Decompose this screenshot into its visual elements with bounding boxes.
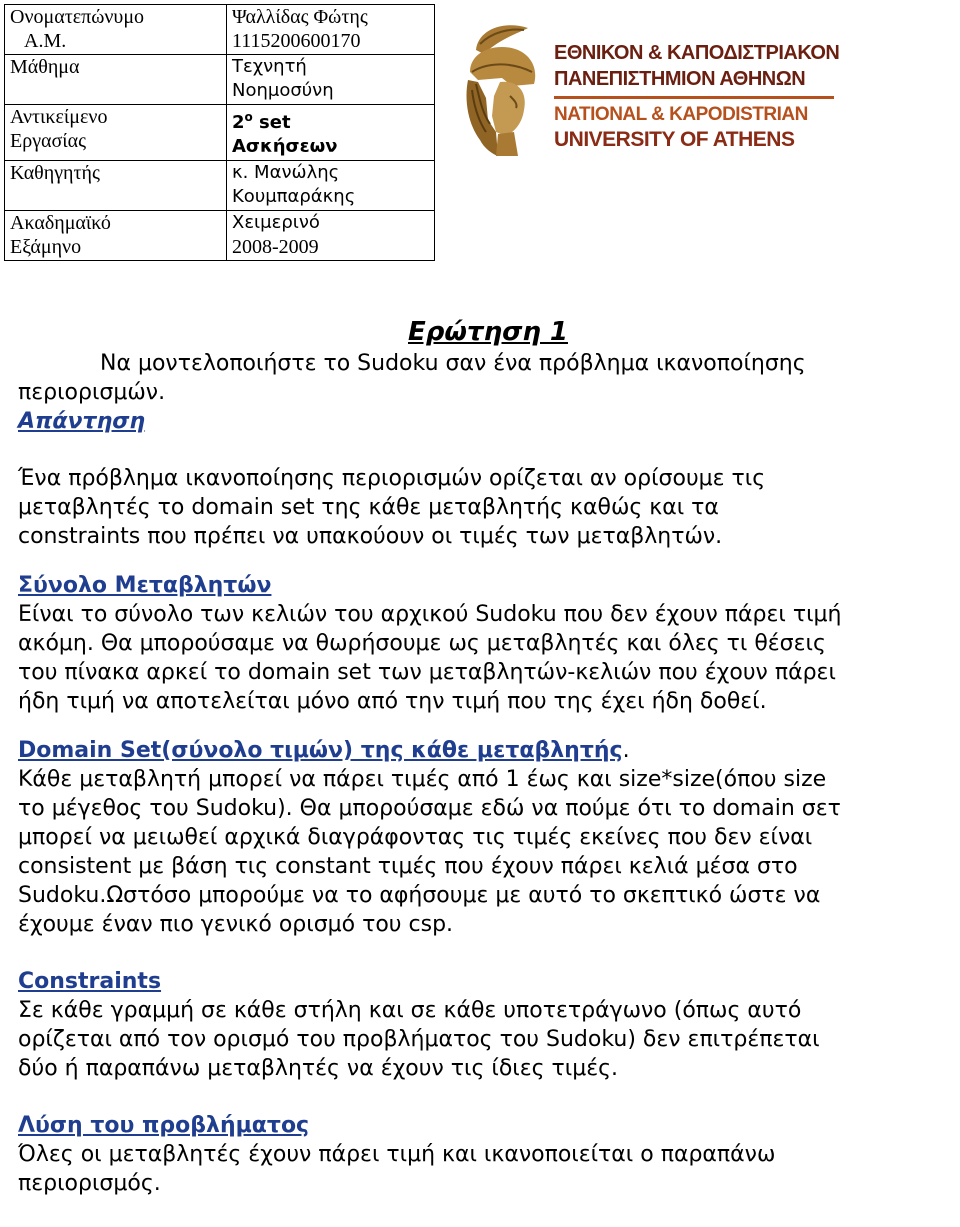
info-label: Ονοματεπώνυμο Α.Μ. xyxy=(5,5,227,55)
question-title: Ερώτηση 1 xyxy=(408,317,568,347)
intro-line: Ένα πρόβλημα ικανοποίησης περιορισμών ορίζεται αν ορίσουμε τις xyxy=(18,466,766,491)
constraints-heading: Constraints xyxy=(18,969,162,994)
info-value: κ. Μανώλης Κουμπαράκης xyxy=(227,161,435,211)
domain-line: Κάθε μεταβλητή μπορεί να πάρει τιμές από 1 έως και size*size(όπου size xyxy=(18,767,827,792)
domain-heading-line: Domain Set(σύνολο τιμών) της κάθε μεταβλητής. xyxy=(18,738,630,763)
answer-heading: Απάντηση xyxy=(18,409,146,434)
domain-heading: Domain Set(σύνολο τιμών) της κάθε μεταβλητής xyxy=(18,738,623,763)
logo-english-line-2: UNIVERSITY OF ATHENS xyxy=(554,128,795,151)
info-row-semester xyxy=(5,211,435,261)
variables-heading: Σύνολο Μεταβλητών xyxy=(18,573,272,598)
athena-helmet-icon xyxy=(458,20,550,160)
intro-line: μεταβλητές το domain set της κάθε μεταβλητής καθώς και τα xyxy=(18,495,719,520)
logo-greek-line-1: ΕΘΝΙΚΟΝ & ΚΑΠΟΔΙΣΤΡΙΑΚΟΝ xyxy=(554,42,840,64)
info-value: Χειμερινό 2008-2009 xyxy=(227,211,435,261)
variables-line: ήδη τιμή να αποτελείται μόνο από την τιμή που της έχει ήδη δοθεί. xyxy=(18,689,767,714)
info-table xyxy=(4,4,435,261)
intro-line: constraints που πρέπει να υπακούουν οι τιμές των μεταβλητών. xyxy=(18,524,723,549)
constraints-line: ορίζεται από τον ορισμό του προβλήματος του Sudoku) δεν επιτρέπεται xyxy=(18,1027,820,1052)
domain-line: Sudoku.Ωστόσο μπορούμε να το αφήσουμε με αυτό το σκεπτικό ώστε να xyxy=(18,883,821,908)
info-label: Ακαδημαϊκό Εξάμηνο xyxy=(5,211,227,261)
info-row-professor xyxy=(5,161,435,211)
info-label: Αντικείμενο Εργασίας xyxy=(5,105,227,161)
info-label: Καθηγητής xyxy=(5,161,227,211)
logo-greek-line-2: ΠΑΝΕΠΙΣΤΗΜΙΟΝ ΑΘΗΝΩΝ xyxy=(554,68,806,90)
info-value: $2^o$ set Ασκήσεων xyxy=(227,105,435,161)
document-body xyxy=(18,315,958,1198)
info-value: Ψαλλίδας Φώτης 1115200600170 xyxy=(227,5,435,55)
info-row-subject xyxy=(5,105,435,161)
spacer xyxy=(18,436,958,464)
spacer xyxy=(18,1083,958,1111)
variables-line: Είναι το σύνολο των κελιών του αρχικού Sudoku που δεν έχουν πάρει τιμή xyxy=(18,602,842,627)
spacer xyxy=(18,716,958,736)
variables-line: του πίνακα αρκεί το domain set των μεταβλητών-κελιών που έχουν πάρει xyxy=(18,660,836,685)
solution-line: περιορισμός. xyxy=(18,1171,161,1196)
domain-line: consistent με βάση τις constant τιμές που έχουν πάρει κελιά μέσα στο xyxy=(18,854,798,879)
domain-line: έχουμε έναν πιο γενικό ορισμό του csp. xyxy=(18,912,454,937)
logo-divider xyxy=(554,96,834,99)
constraints-line: Σε κάθε γραμμή σε κάθε στήλη και σε κάθε υποτετράγωνο (όπως αυτό xyxy=(18,998,802,1023)
info-value: Τεχνητή Νοημοσύνη xyxy=(227,55,435,105)
info-row-name xyxy=(5,5,435,55)
info-row-course xyxy=(5,55,435,105)
solution-heading: Λύση του προβλήματος xyxy=(18,1113,310,1138)
constraints-line: δύο ή παραπάνω μεταβλητές να έχουν τις ίδιες τιμές. xyxy=(18,1056,619,1081)
question-text: περιορισμών. xyxy=(18,380,166,405)
university-logo xyxy=(458,16,843,161)
question-text: Να μοντελοποιήστε το Sudoku σαν ένα πρόβλημα ικανοποίησης xyxy=(100,351,806,376)
variables-line: ακόμη. Θα μπορούσαμε να θωρήσουμε ως μεταβλητές και όλες τι θέσεις xyxy=(18,631,826,656)
spacer xyxy=(18,939,958,967)
domain-line: μπορεί να μειωθεί αρχικά διαγράφοντας τις τιμές εκείνες που δεν είναι xyxy=(18,825,813,850)
spacer xyxy=(18,551,958,571)
domain-line: το μέγεθος του Sudoku). Θα μπορούσαμε εδώ να πούμε ότι το domain σετ xyxy=(18,796,841,821)
solution-line: Όλες οι μεταβλητές έχουν πάρει τιμή και ικανοποιείται ο παραπάνω xyxy=(18,1142,776,1167)
logo-english-line-1: NATIONAL & KAPODISTRIAN xyxy=(554,104,808,125)
info-label: Μάθημα xyxy=(5,55,227,105)
